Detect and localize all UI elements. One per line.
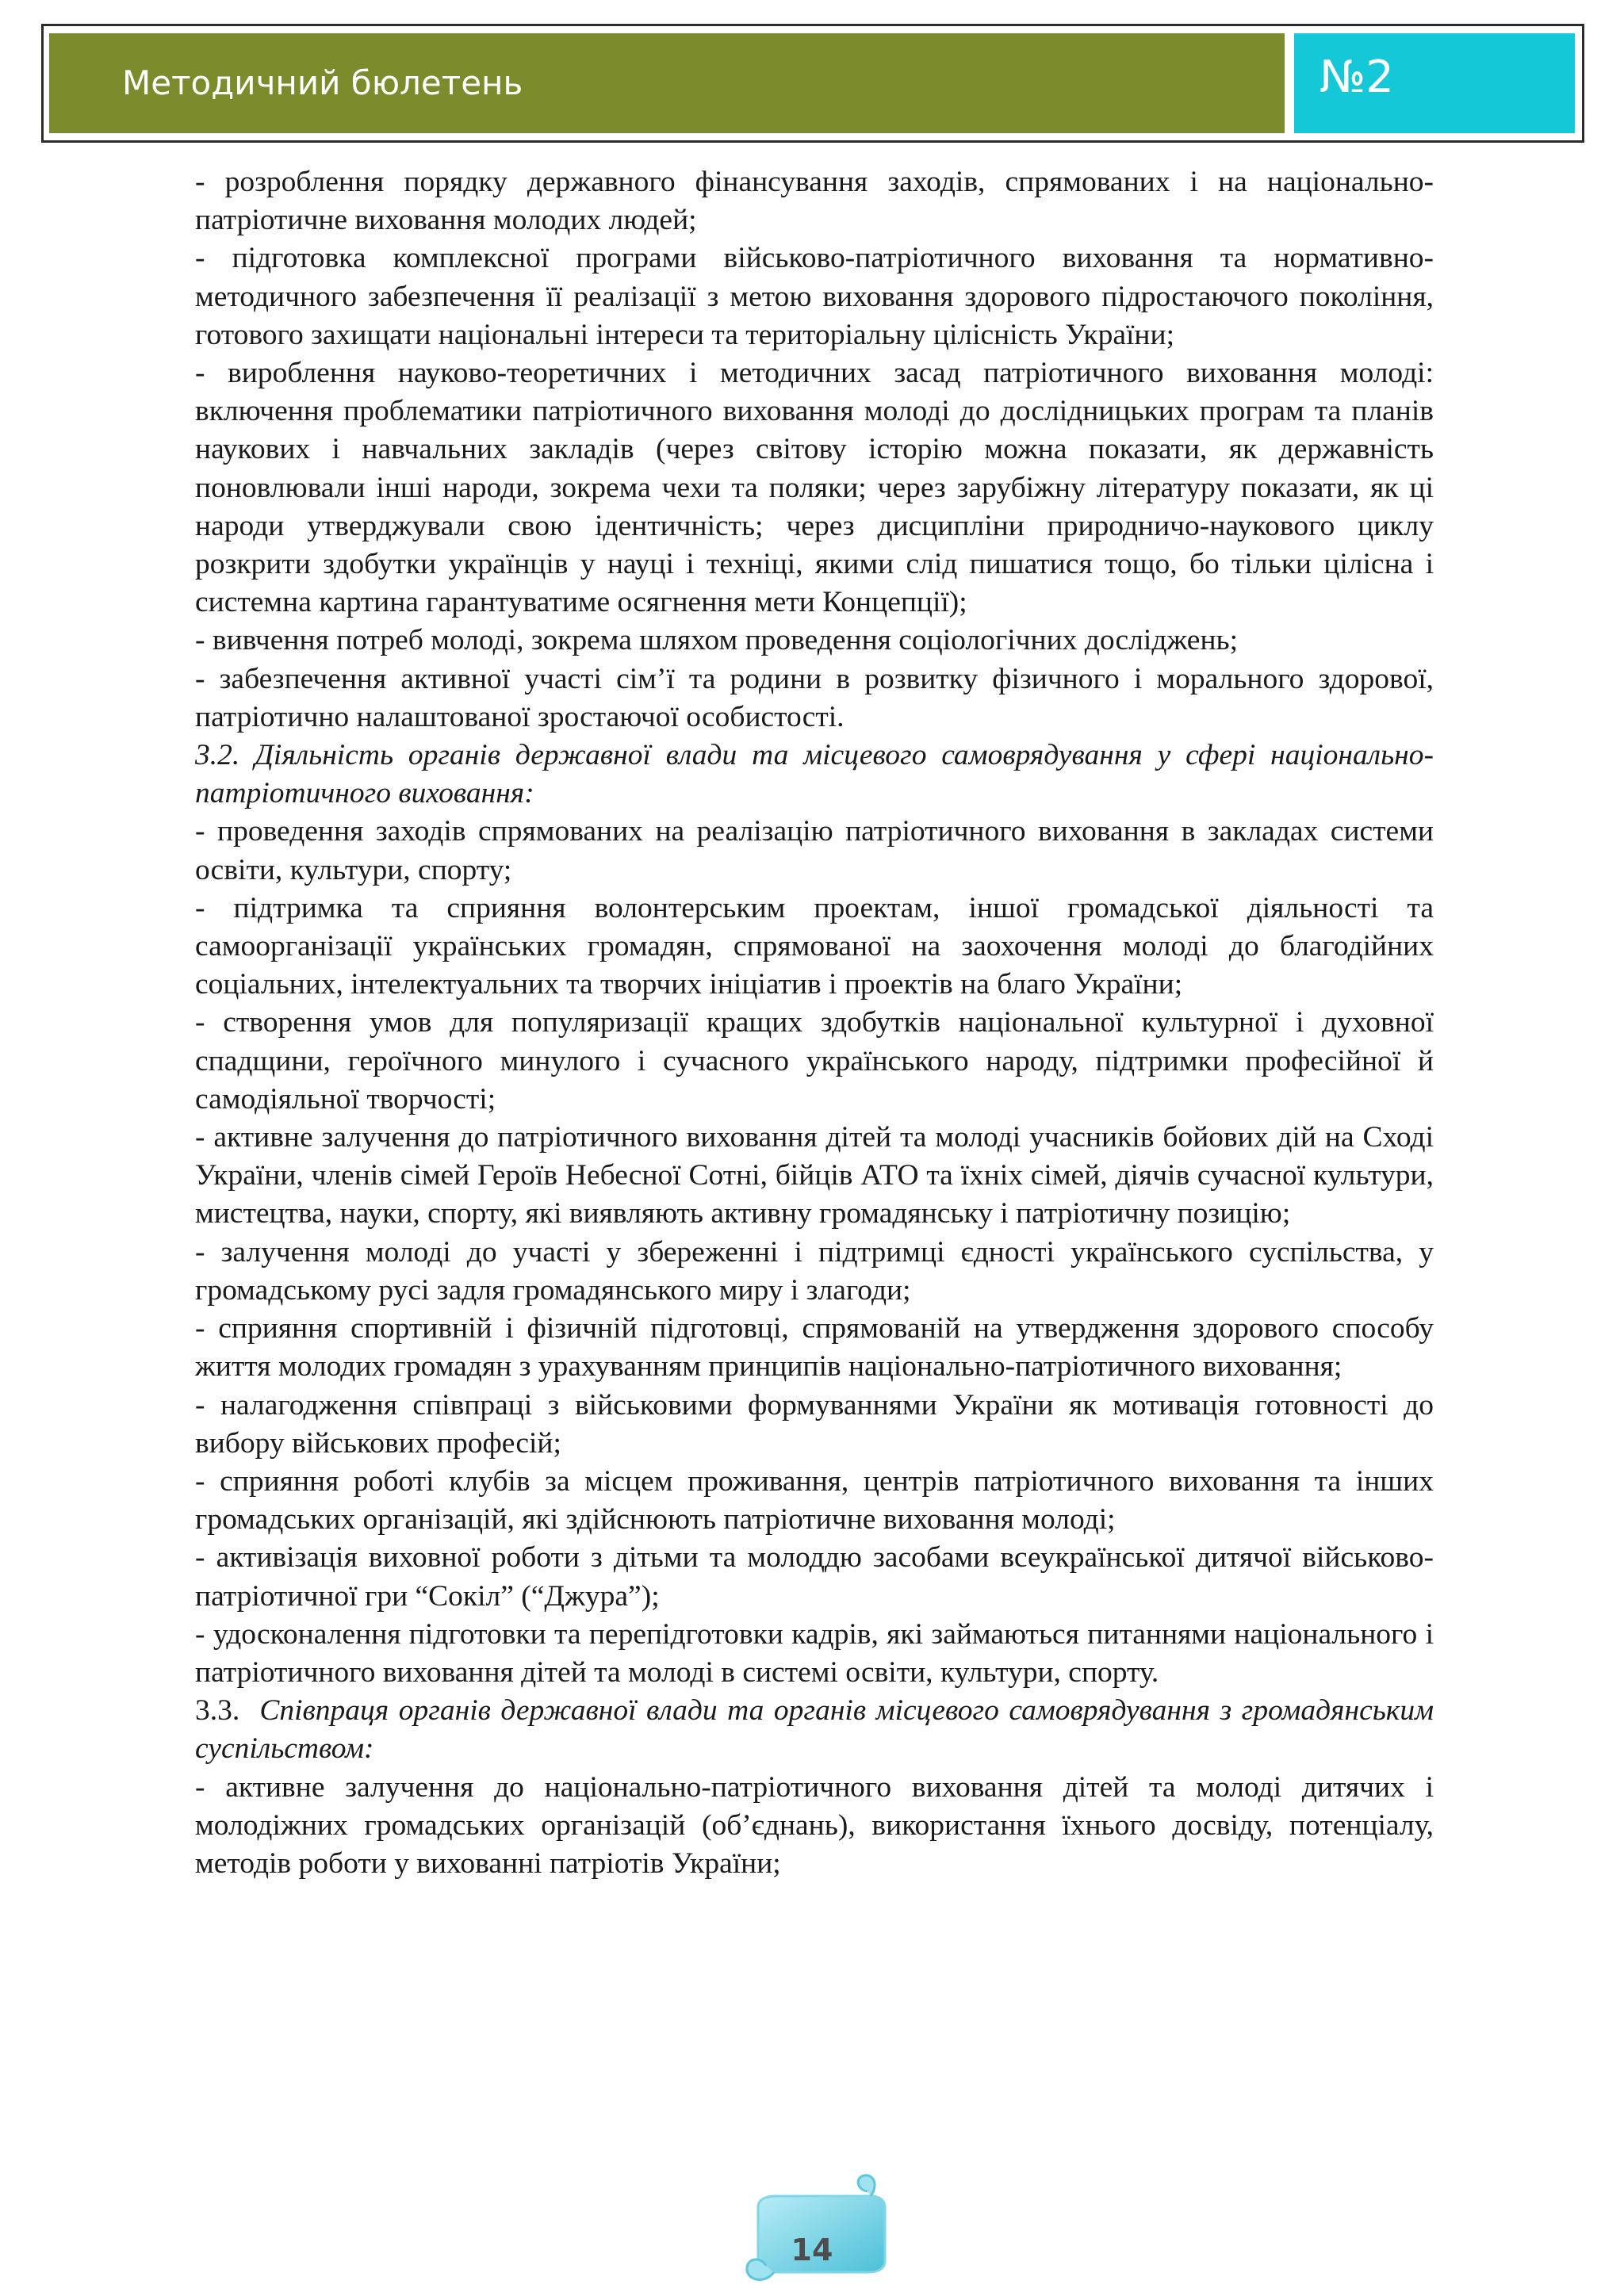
header-title-bar — [49, 33, 1289, 133]
paragraph: - сприяння роботі клубів за місцем проживання, центрів патріотичного виховання та інших громадських організацій, які здійснюють патріотичне виховання молоді; — [195, 1464, 1434, 1536]
paragraph: - вироблення науково-теоретичних і методичних засад патріотичного виховання молоді: включення проблематики патріотичного виховання молоді до дослідницьких програм та планів наукових і навчальних закладів (через світову історію можна показати, як державність поновлювали інші народи, зокрема чехи та поляки; через зарубіжну літературу показати, як ці народи утверджували свою ідентичність; через дисципліни природничо-наукового циклу розкрити здобутки українців у науці і техніці, якими слід пишатися тощо, бо тільки цілісна і системна картина гарантуватиме осягнення мети Концепції); — [195, 357, 1434, 619]
section-number: 3.3. — [195, 1694, 240, 1728]
section-title: Співпраця органів державної влади та органів місцевого самоврядування з громадянським суспільством: — [195, 1694, 1434, 1766]
issue-number-box — [1294, 33, 1575, 133]
section-heading-3-2: 3.2. Діяльність органів державної влади та місцевого самоврядування у сфері національно-патріотичного виховання: — [195, 739, 1434, 810]
paragraph: - розроблення порядку державного фінансування заходів, спрямованих і на національно-патріотичне виховання молодих людей; — [195, 166, 1434, 237]
paragraph: - залучення молоді до участі у збереженні і підтримці єдності українського суспільства, у громадському русі задля громадянського миру і злагоди; — [195, 1235, 1434, 1307]
document-body — [195, 163, 1434, 1883]
paragraph: - удосконалення підготовки та перепідготовки кадрів, які займаються питаннями національного і патріотичного виховання дітей та молоді в системі освіти, культури, спорту. — [195, 1617, 1434, 1689]
paragraph: - активне залучення до національно-патріотичного виховання дітей та молоді дитячих і молодіжних громадських організацій (об’єднань), використання їхнього досвіду, потенціалу, методів роботи у вихованні патріотів України; — [195, 1770, 1434, 1880]
paragraph: - налагодження співпраці з військовими формуваннями України як мотивація готовності до вибору військових професій; — [195, 1388, 1434, 1460]
paragraph: - проведення заходів спрямованих на реалізацію патріотичного виховання в закладах системи освіти, культури, спорту; — [195, 815, 1434, 886]
paragraph: - підготовка комплексної програми військово-патріотичного виховання та нормативно-методичного забезпечення її реалізації з метою виховання здорового підростаючого покоління, готового захищати національні інтереси та територіальну цілісність України; — [195, 242, 1434, 351]
bulletin-title: Методичний бюлетень — [122, 63, 523, 102]
paragraph: - активне залучення до патріотичного виховання дітей та молоді учасників бойових дій на Сході України, членів сімей Героїв Небесної Сотні, бійців АТО та їхніх сімей, діячів сучасної культури, мистецтва, науки, спорту, які виявляють активну громадянську і патріотичну позицію; — [195, 1121, 1434, 1230]
page-number: 14 — [791, 2233, 833, 2267]
paragraph: - створення умов для популяризації кращих здобутків національної культурної і духовної спадщини, героїчного минулого і сучасного українського народу, підтримки професійної й самодіяльної творчості; — [195, 1006, 1434, 1115]
paragraph: - активізація виховної роботи з дітьми та молоддю засобами всеукраїнської дитячої військово-патріотичної гри “Сокіл” (“Джура”); — [195, 1541, 1434, 1613]
scroll-icon — [734, 2169, 890, 2288]
paragraph: - підтримка та сприяння волонтерським проектам, іншої громадської діяльності та самоорганізації українських громадян, спрямованої на заохочення молоді до благодійних соціальних, інтелектуальних та творчих ініціатив і проектів на благо України; — [195, 891, 1434, 1001]
paragraph: - сприяння спортивній і фізичній підготовці, спрямованій на утвердження здорового способу життя молодих громадян з урахуванням принципів національно-патріотичного виховання; — [195, 1312, 1434, 1383]
issue-number: №2 — [1320, 52, 1394, 103]
paragraph: - вивчення потреб молоді, зокрема шляхом проведення соціологічних досліджень; — [195, 624, 1239, 657]
paragraph: - забезпечення активної участі сім’ї та родини в розвитку фізичного і морального здорової, патріотично налаштованої зростаючої особистості. — [195, 662, 1434, 733]
section-heading-3-3 — [195, 1692, 1434, 1768]
